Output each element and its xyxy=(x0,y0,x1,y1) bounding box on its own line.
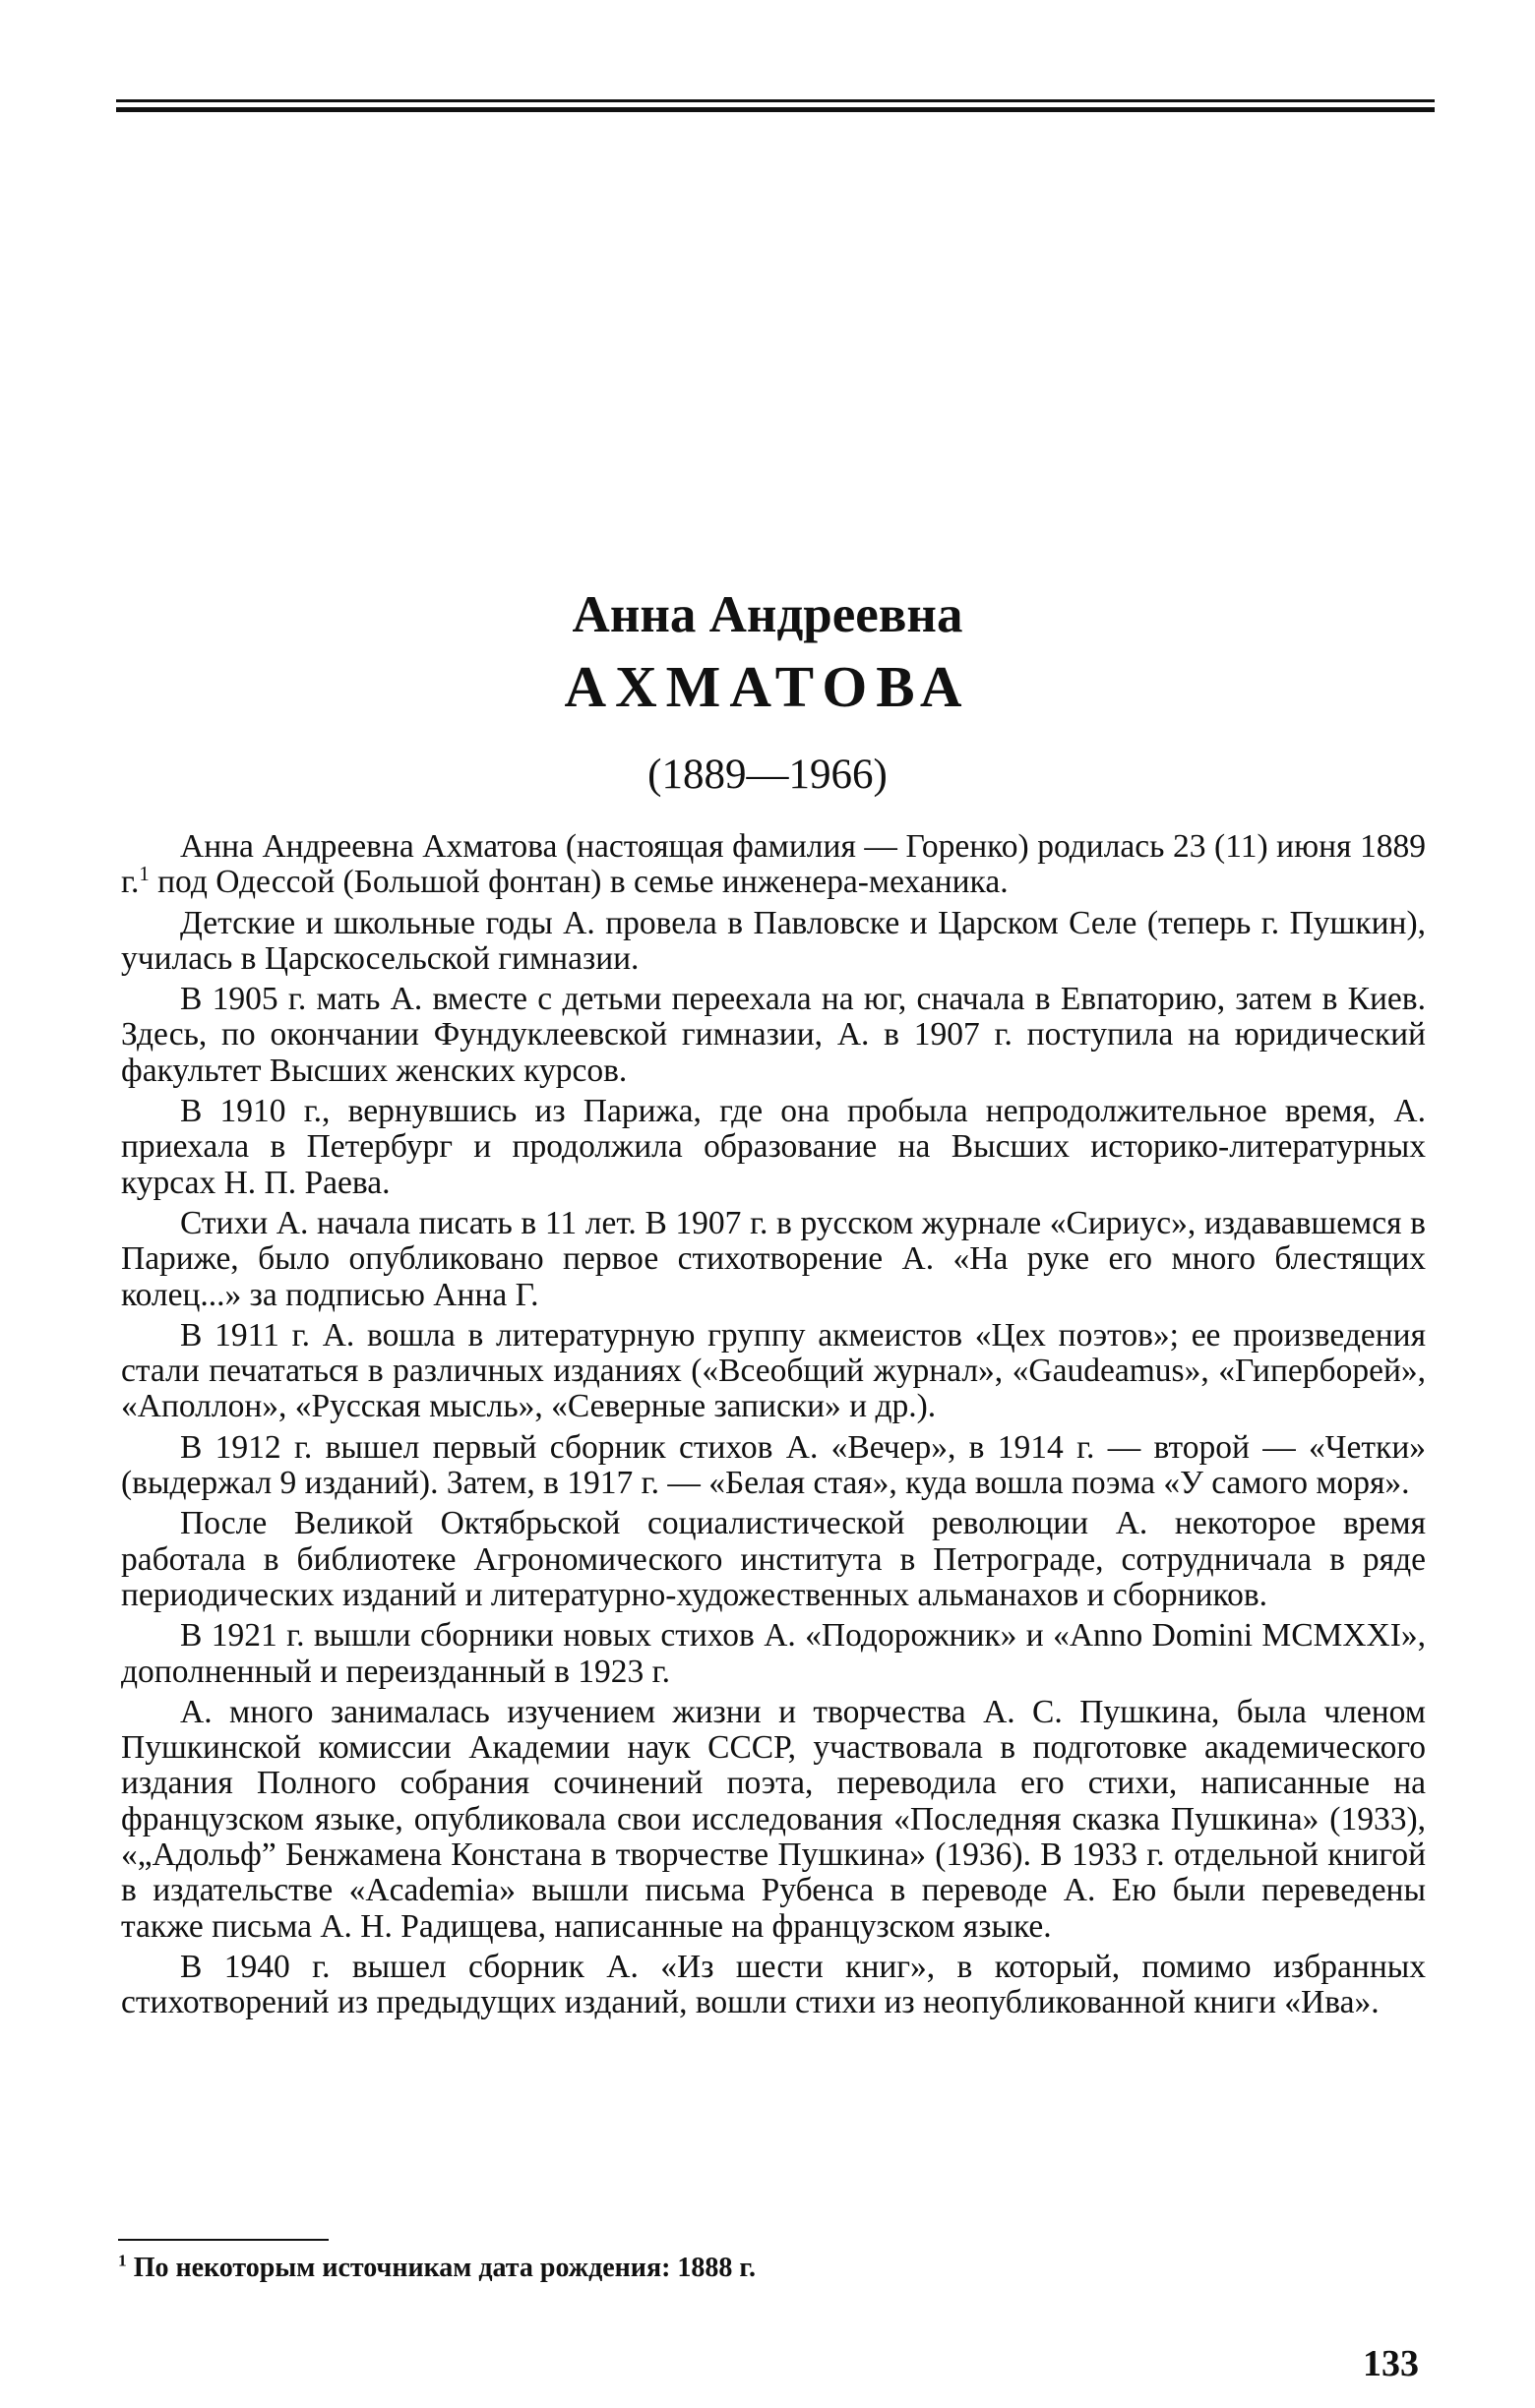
paragraph-birth xyxy=(121,829,1426,901)
biography-text xyxy=(121,829,1426,2026)
paragraph-acmeists: В 1911 г. А. вошла в литературную группу акмеистов «Цех поэтов»; ее произведения стали печататься в различных изданиях («Всеобщий журнал», «Gaudeamus», «Гиперборей», «Аполлон», «Русская мысль», «Северные записки» и др.). xyxy=(121,1316,1426,1425)
paragraph-after-revolution: После Великой Октябрьской социалистической революции А. некоторое время работала в библиотеке Агрономического института в Петрограде, сотрудничала в ряде периодических изданий и литературно-художественных альманахов и сборников. xyxy=(121,1505,1426,1613)
paragraph-text: под Одессой (Большой фонтан) в семье инженера-механика. xyxy=(149,864,1009,901)
paragraph-first-poems: Стихи А. начала писать в 11 лет. В 1907 г. в русском журнале «Сириус», издававшемся в Париже, было опубликовано первое стихотворение А. «На руке его много блестящих колец...» за подписью Анна Г. xyxy=(121,1204,1426,1313)
top-rule-thick-line xyxy=(116,107,1435,112)
page-number: 133 xyxy=(1363,2343,1419,2384)
footnote xyxy=(118,2253,1397,2284)
paragraph-childhood: Детские и школьные годы А. провела в Павловске и Царском Селе (теперь г. Пушкин), училась в Царскосельской гимназии. xyxy=(121,904,1426,977)
top-rule-thin-line xyxy=(116,99,1435,102)
footnote-reference: 1 xyxy=(139,863,150,886)
paragraph-1940: В 1940 г. вышел сборник А. «Из шести книг», в который, помимо избранных стихотворений из предыдущих изданий, вошли стихи из неопубликованной книги «Ива». xyxy=(121,1948,1426,2021)
footnote-divider xyxy=(118,2239,329,2241)
paragraph-first-books: В 1912 г. вышел первый сборник стихов А. «Вечер», в 1914 г. — второй — «Четки» (выдержал 9 изданий). Затем, в 1917 г. — «Белая стая», куда вошла поэма «У самого моря». xyxy=(121,1428,1426,1502)
paragraph-1921: В 1921 г. вышли сборники новых стихов А. «Подорожник» и «Anno Domini MCMXXI», дополненный и переизданный в 1923 г. xyxy=(121,1617,1426,1690)
footnote-text: По некоторым источникам дата рождения: 1888 г. xyxy=(126,2253,756,2283)
author-surname: АХМАТОВА xyxy=(564,654,971,719)
footnote-marker: 1 xyxy=(118,2251,127,2270)
paragraph-pushkin-studies: А. много занималась изучением жизни и творчества А. С. Пушкина, была членом Пушкинской комиссии Академии наук СССР, участвовала в подготовке академического издания Полного собрания сочинений поэта, переводила его стихи, написанные на французском языке, опубликовала свои исследования «Последняя сказка Пушкина» (1933), «„Адольф” Бенжамена Констана в творчестве Пушкина» (1936). В 1933 г. отдельной книгой в издательстве «Academia» вышли письма Рубенса в переводе А. Ею были переведены также письма А. Н. Радищева, написанные на французском языке. xyxy=(121,1693,1426,1945)
life-years: (1889—1966) xyxy=(647,752,888,798)
paragraph-text: Анна Андреевна Ахматова (настоящая фамилия — Горенко) родилась 23 (11) июня 1889 г. xyxy=(121,828,1426,901)
top-rule xyxy=(116,99,1435,117)
author-name: Анна Андреевна xyxy=(572,586,963,643)
paragraph-education: В 1905 г. мать А. вместе с детьми переехала на юг, сначала в Евпаторию, затем в Киев. Здесь, по окончании Фундуклеевской гимназии, А. в 1907 г. поступила на юридический факультет Высших женских курсов. xyxy=(121,981,1426,1089)
paragraph-petersburg: В 1910 г., вернувшись из Парижа, где она пробыла непродолжительное время, А. приехала в Петербург и продолжила образование на Высших историко-литературных курсах Н. П. Раева. xyxy=(121,1093,1426,1201)
